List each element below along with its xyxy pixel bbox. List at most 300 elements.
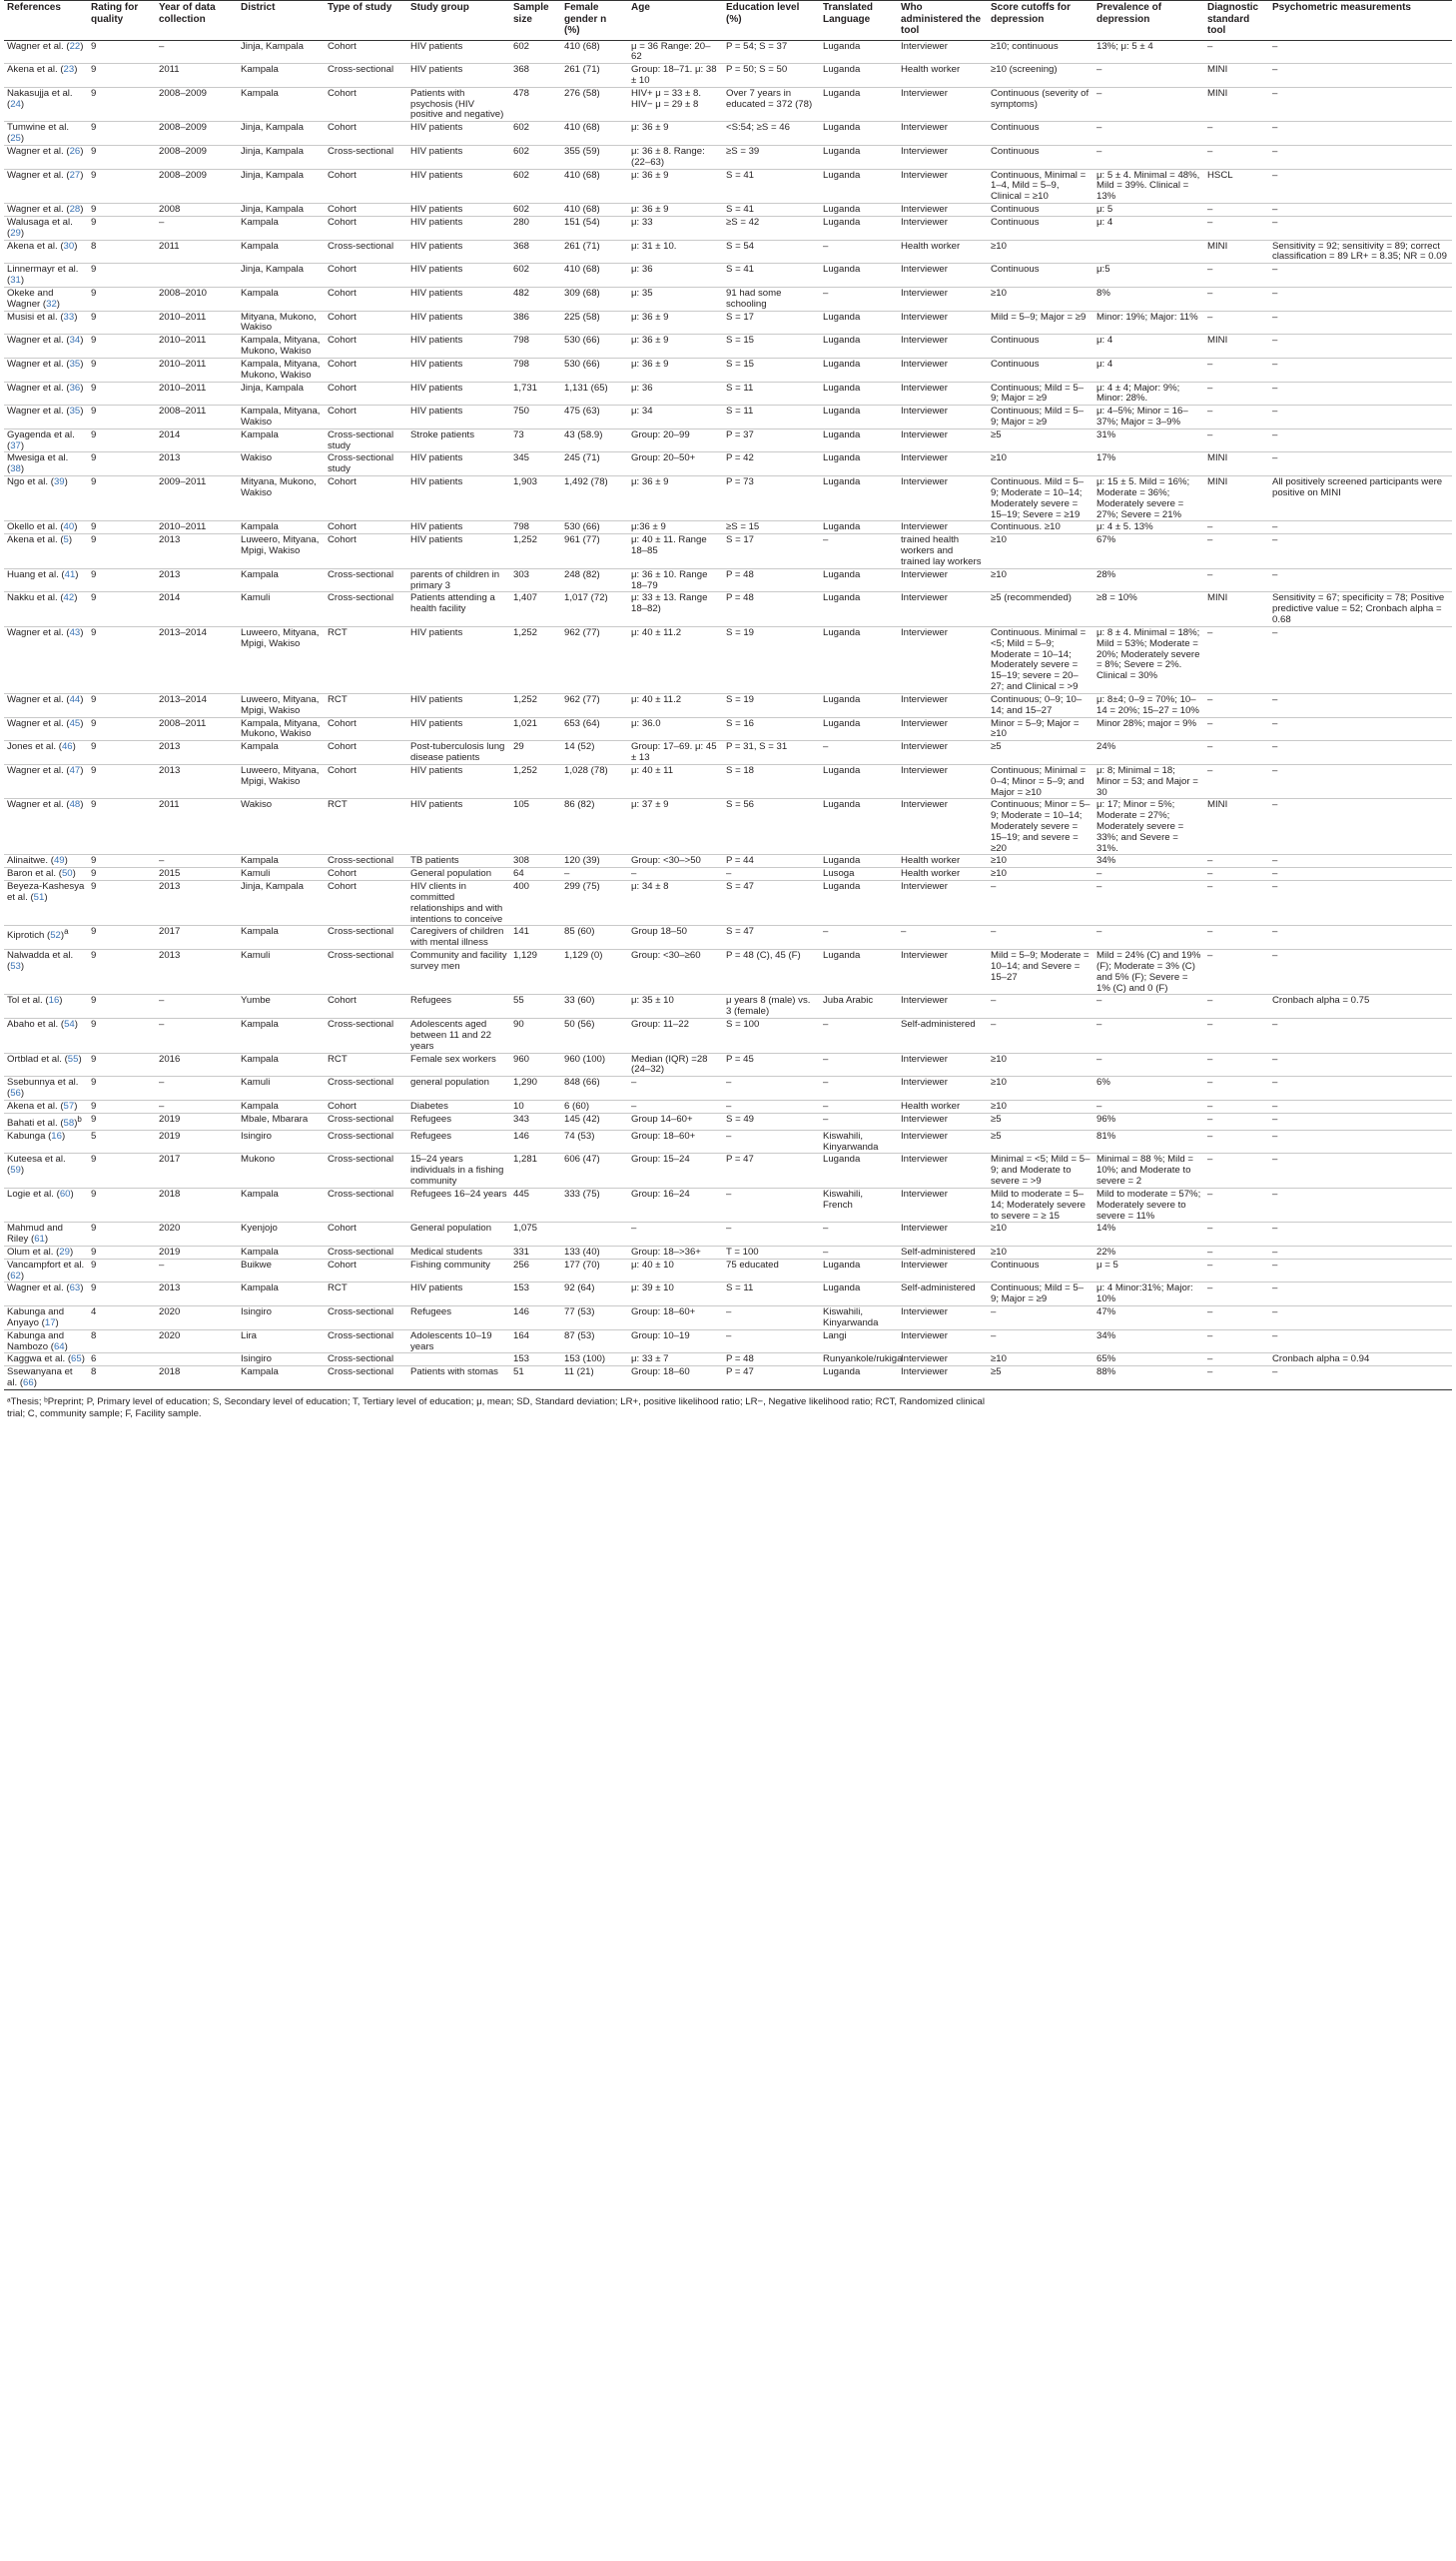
table-cell: μ: 35 xyxy=(628,287,723,311)
table-cell: S = 11 xyxy=(723,406,820,429)
table-cell: μ = 5 xyxy=(1093,1259,1204,1282)
table-cell xyxy=(156,264,238,288)
table-cell: 345 xyxy=(510,452,561,476)
table-cell: 73 xyxy=(510,428,561,452)
table-cell: 1,731 xyxy=(510,382,561,406)
reference-link[interactable]: 27 xyxy=(69,169,81,181)
reference-link[interactable]: 38 xyxy=(10,463,21,475)
table-cell: 1,252 xyxy=(510,693,561,717)
table-cell: ≥8 = 10% xyxy=(1093,592,1204,626)
reference-cell: Ssebunnya et al. (56) xyxy=(4,1077,88,1101)
table-cell: 164 xyxy=(510,1329,561,1353)
table-cell: μ: 37 ± 9 xyxy=(628,799,723,855)
reference-link[interactable]: 43 xyxy=(69,626,81,638)
reference-link[interactable]: 22 xyxy=(69,40,81,52)
table-cell: – xyxy=(1269,335,1452,359)
reference-link[interactable]: 57 xyxy=(63,1100,75,1112)
reference-link[interactable]: 61 xyxy=(34,1234,45,1246)
reference-link[interactable]: 39 xyxy=(53,476,65,488)
table-cell: 8% xyxy=(1093,287,1204,311)
table-cell: – xyxy=(723,868,820,881)
table-cell: – xyxy=(820,741,898,765)
table-cell: S = 100 xyxy=(723,1019,820,1053)
table-cell: P = 47 xyxy=(723,1366,820,1390)
reference-cell: Akena et al. (23) xyxy=(4,64,88,88)
table-cell: 146 xyxy=(510,1130,561,1154)
table-row xyxy=(4,592,1452,626)
table-cell: 153 xyxy=(510,1282,561,1306)
reference-link[interactable]: 30 xyxy=(63,240,75,252)
table-cell: 9 xyxy=(88,717,156,741)
reference-author: Akena et al. xyxy=(7,240,61,252)
column-header: Education level (%) xyxy=(723,1,820,41)
reference-link[interactable]: 42 xyxy=(63,592,75,604)
table-cell: 2008–2009 xyxy=(156,122,238,146)
table-cell: HIV patients xyxy=(407,799,510,855)
table-cell: 133 (40) xyxy=(561,1246,628,1259)
table-cell: HIV patients xyxy=(407,169,510,203)
table-cell: 256 xyxy=(510,1259,561,1282)
reference-link[interactable]: 31 xyxy=(10,275,21,287)
table-cell: – xyxy=(1093,145,1204,169)
table-cell: – xyxy=(1269,521,1452,534)
reference-link[interactable]: 46 xyxy=(61,741,73,753)
table-cell: 9 xyxy=(88,264,156,288)
table-cell: Post-tuberculosis lung disease patients xyxy=(407,741,510,765)
reference-link[interactable]: 62 xyxy=(10,1270,21,1281)
reference-link[interactable]: 37 xyxy=(10,439,21,451)
table-cell: HIV patients xyxy=(407,264,510,288)
reference-cell: Wagner et al. (35) xyxy=(4,358,88,382)
table-cell: – xyxy=(723,1306,820,1330)
table-cell: Interviewer xyxy=(898,764,988,798)
reference-author: Wagner et al. xyxy=(7,40,67,52)
reference-author: Akena et al. xyxy=(7,1100,61,1112)
reference-author: Wagner et al. xyxy=(7,335,67,347)
table-cell: – xyxy=(1269,1188,1452,1222)
reference-link[interactable]: 59 xyxy=(10,1165,21,1177)
table-cell: 960 xyxy=(510,1053,561,1077)
table-cell: 8 xyxy=(88,1366,156,1390)
table-row xyxy=(4,382,1452,406)
reference-link[interactable]: 48 xyxy=(69,799,81,811)
reference-link[interactable]: 66 xyxy=(23,1377,34,1389)
table-cell: – xyxy=(1269,1329,1452,1353)
table-cell: Luganda xyxy=(820,521,898,534)
reference-author: Nakasujja et al. xyxy=(7,87,73,99)
table-cell: Cronbach alpha = 0.94 xyxy=(1269,1353,1452,1366)
table-cell: 2013 xyxy=(156,881,238,926)
table-cell: Wakiso xyxy=(238,452,325,476)
reference-link[interactable]: 47 xyxy=(69,764,81,776)
table-cell: P = 31, S = 31 xyxy=(723,741,820,765)
reference-link[interactable]: 35 xyxy=(69,406,81,418)
table-cell: 67% xyxy=(1093,534,1204,568)
table-cell: Cohort xyxy=(325,311,407,335)
table-cell: P = 54; S = 37 xyxy=(723,40,820,64)
table-row xyxy=(4,169,1452,203)
table-row xyxy=(4,881,1452,926)
table-cell: μ: 33 ± 13. Range 18–82) xyxy=(628,592,723,626)
table-cell: – xyxy=(1269,717,1452,741)
table-cell: MINI xyxy=(1204,799,1269,855)
table-cell: trained health workers and trained lay workers xyxy=(898,534,988,568)
table-cell: 15–24 years individuals in a fishing community xyxy=(407,1154,510,1188)
table-cell: 2008–2009 xyxy=(156,145,238,169)
table-row xyxy=(4,406,1452,429)
reference-link[interactable]: 45 xyxy=(69,717,81,729)
table-cell: 1,028 (78) xyxy=(561,764,628,798)
table-cell: 34% xyxy=(1093,1329,1204,1353)
table-cell: – xyxy=(988,1306,1093,1330)
table-cell: 445 xyxy=(510,1188,561,1222)
table-cell: – xyxy=(1204,1246,1269,1259)
reference-author: Kabunga xyxy=(7,1130,49,1142)
table-cell: 86 (82) xyxy=(561,799,628,855)
table-cell: Interviewer xyxy=(898,287,988,311)
table-cell: 1,017 (72) xyxy=(561,592,628,626)
table-cell: Wakiso xyxy=(238,799,325,855)
reference-link[interactable]: 17 xyxy=(44,1316,56,1328)
table-cell: 2019 xyxy=(156,1113,238,1130)
reference-cell: Tol et al. (16) xyxy=(4,995,88,1019)
table-cell: Luganda xyxy=(820,87,898,121)
table-cell: 22% xyxy=(1093,1246,1204,1259)
table-cell: – xyxy=(1204,428,1269,452)
table-cell: Stroke patients xyxy=(407,428,510,452)
table-cell: Kampala xyxy=(238,287,325,311)
table-cell: μ: 8; Minimal = 18; Minor = 53; and Major = 30 xyxy=(1093,764,1204,798)
table-cell: Cohort xyxy=(325,717,407,741)
reference-cell: Olum et al. (29) xyxy=(4,1246,88,1259)
table-cell: Luganda xyxy=(820,764,898,798)
table-cell: Patients with psychosis (HIV positive and negative) xyxy=(407,87,510,121)
table-cell: – xyxy=(1204,855,1269,868)
table-cell: – xyxy=(1204,568,1269,592)
table-cell: Interviewer xyxy=(898,995,988,1019)
table-cell: Minor: 19%; Major: 11% xyxy=(1093,311,1204,335)
table-cell: – xyxy=(1269,855,1452,868)
table-cell: Luganda xyxy=(820,1366,898,1390)
reference-cell: Jones et al. (46) xyxy=(4,741,88,765)
table-cell: ≥5 xyxy=(988,1366,1093,1390)
reference-link[interactable]: 53 xyxy=(10,960,21,972)
reference-author: Mwesiga et al. xyxy=(7,452,69,464)
table-cell: 9 xyxy=(88,1053,156,1077)
table-cell: 43 (58.9) xyxy=(561,428,628,452)
table-cell: 2014 xyxy=(156,592,238,626)
table-cell: 602 xyxy=(510,145,561,169)
table-cell: Minor = 5–9; Major = ≥10 xyxy=(988,717,1093,741)
table-cell: 11 (21) xyxy=(561,1366,628,1390)
table-cell: Jinja, Kampala xyxy=(238,122,325,146)
reference-link[interactable]: 16 xyxy=(48,995,60,1007)
table-cell: – xyxy=(1269,950,1452,995)
table-cell: P = 50; S = 50 xyxy=(723,64,820,88)
reference-link[interactable]: 55 xyxy=(67,1053,79,1065)
table-cell: Adolescents 10–19 years xyxy=(407,1329,510,1353)
reference-link[interactable]: 51 xyxy=(33,891,45,903)
table-cell: 9 xyxy=(88,534,156,568)
reference-cell: Kiprotich $(52)^a$ xyxy=(4,926,88,950)
table-cell: HIV patients xyxy=(407,311,510,335)
table-cell: – xyxy=(628,1100,723,1113)
table-cell: 9 xyxy=(88,287,156,311)
table-cell: Self-administered xyxy=(898,1019,988,1053)
reference-link[interactable]: 44 xyxy=(69,693,81,705)
table-cell: Luganda xyxy=(820,1259,898,1282)
table-cell: Luweero, Mityana, Mpigi, Wakiso xyxy=(238,626,325,693)
table-cell: ≥10 (screening) xyxy=(988,64,1093,88)
table-row xyxy=(4,926,1452,950)
table-row xyxy=(4,145,1452,169)
table-cell: Luganda xyxy=(820,452,898,476)
table-cell: 74 (53) xyxy=(561,1130,628,1154)
table-cell: Interviewer xyxy=(898,145,988,169)
table-cell: – xyxy=(1204,1353,1269,1366)
table-cell: Over 7 years in educated = 372 (78) xyxy=(723,87,820,121)
table-cell: – xyxy=(1269,1246,1452,1259)
table-cell: 9 xyxy=(88,693,156,717)
reference-link[interactable]: 60 xyxy=(59,1188,71,1200)
reference-author: Akena et al. xyxy=(7,64,61,76)
reference-cell: Wagner et al. (47) xyxy=(4,764,88,798)
table-cell: Sensitivity = 92; sensitivity = 89; correct classification = 89 LR+ = 8.35; NR = 0.09 xyxy=(1269,240,1452,264)
table-cell: MINI xyxy=(1204,87,1269,121)
table-cell: Interviewer xyxy=(898,626,988,693)
table-cell: Luganda xyxy=(820,881,898,926)
table-cell: 368 xyxy=(510,64,561,88)
table-cell: P = 42 xyxy=(723,452,820,476)
table-cell: ≥5 xyxy=(988,428,1093,452)
table-row xyxy=(4,693,1452,717)
table-cell: – xyxy=(1269,428,1452,452)
table-cell: Interviewer xyxy=(898,40,988,64)
table-cell: 2018 xyxy=(156,1188,238,1222)
reference-link[interactable]: 25 xyxy=(10,133,21,145)
reference-link[interactable]: 29 xyxy=(10,227,21,239)
table-cell: – xyxy=(1269,311,1452,335)
table-cell: Interviewer xyxy=(898,358,988,382)
reference-author: Wagner et al. xyxy=(7,204,67,216)
table-cell: 9 xyxy=(88,145,156,169)
reference-link[interactable]: 23 xyxy=(63,64,75,76)
table-cell: P = 73 xyxy=(723,476,820,521)
table-cell: 961 (77) xyxy=(561,534,628,568)
table-cell: 5 xyxy=(88,1130,156,1154)
table-cell: μ: 36 ± 8. Range: (22–63) xyxy=(628,145,723,169)
table-cell: Group: 18–71. μ: 38 ± 10 xyxy=(628,64,723,88)
table-cell: – xyxy=(988,1019,1093,1053)
table-cell: – xyxy=(723,1130,820,1154)
table-cell: μ years 8 (male) vs. 3 (female) xyxy=(723,995,820,1019)
reference-cell: Alinaitwe. (49) xyxy=(4,855,88,868)
reference-link[interactable]: 34 xyxy=(69,335,81,347)
table-cell: 2014 xyxy=(156,428,238,452)
reference-link[interactable]: 40 xyxy=(63,521,75,533)
reference-link[interactable]: 49 xyxy=(53,855,65,867)
table-cell: 9 xyxy=(88,868,156,881)
table-cell: Kampala xyxy=(238,64,325,88)
table-cell: Continuous xyxy=(988,335,1093,359)
reference-link[interactable]: 32 xyxy=(46,298,57,310)
reference-link[interactable]: 35 xyxy=(69,358,81,370)
table-cell: – xyxy=(1204,1188,1269,1222)
table-cell: Interviewer xyxy=(898,87,988,121)
table-cell: S = 15 xyxy=(723,358,820,382)
table-cell: Luganda xyxy=(820,311,898,335)
table-cell: – xyxy=(1204,122,1269,146)
table-cell: 2010–2011 xyxy=(156,311,238,335)
table-cell: 331 xyxy=(510,1246,561,1259)
column-header: Year of data collection xyxy=(156,1,238,41)
table-cell: 75 educated xyxy=(723,1259,820,1282)
table-cell: Interviewer xyxy=(898,1366,988,1390)
table-cell: Langi xyxy=(820,1329,898,1353)
table-cell: Cohort xyxy=(325,521,407,534)
column-header: Score cutoffs for depression xyxy=(988,1,1093,41)
reference-link[interactable]: 56 xyxy=(10,1088,21,1100)
table-cell: HIV patients xyxy=(407,1282,510,1306)
table-cell: Cross-sectional xyxy=(325,1077,407,1101)
table-cell: Health worker xyxy=(898,868,988,881)
table-cell: 50 (56) xyxy=(561,1019,628,1053)
table-cell: Luweero, Mityana, Mpigi, Wakiso xyxy=(238,534,325,568)
table-cell: 2016 xyxy=(156,1053,238,1077)
reference-link[interactable]: 28 xyxy=(69,204,81,216)
table-cell: Kampala, Mityana, Mukono, Wakiso xyxy=(238,717,325,741)
table-cell: – xyxy=(1204,1077,1269,1101)
table-cell: Cohort xyxy=(325,358,407,382)
table-cell: – xyxy=(1269,287,1452,311)
table-cell: Cronbach alpha = 0.75 xyxy=(1269,995,1452,1019)
table-cell: Jinja, Kampala xyxy=(238,382,325,406)
table-cell: 1,903 xyxy=(510,476,561,521)
table-cell: 478 xyxy=(510,87,561,121)
reference-cell: Kabunga (16) xyxy=(4,1130,88,1154)
table-cell: 96% xyxy=(1093,1113,1204,1130)
table-cell: 2013 xyxy=(156,1282,238,1306)
table-cell: – xyxy=(1269,204,1452,217)
reference-link[interactable]: 29 xyxy=(59,1246,70,1258)
column-header: Sample size xyxy=(510,1,561,41)
reference-link[interactable]: 65 xyxy=(71,1353,82,1365)
table-cell: 9 xyxy=(88,64,156,88)
reference-author: Bahati et al. xyxy=(7,1117,61,1129)
table-cell: Cohort xyxy=(325,216,407,240)
reference-link[interactable]: 52 xyxy=(50,930,61,942)
reference-link[interactable]: 64 xyxy=(53,1340,65,1352)
table-cell: Interviewer xyxy=(898,122,988,146)
table-cell: Kampala xyxy=(238,568,325,592)
reference-link[interactable]: 58 xyxy=(63,1117,75,1129)
table-cell: – xyxy=(820,1019,898,1053)
table-cell: ≥10 xyxy=(988,1077,1093,1101)
reference-link[interactable]: 54 xyxy=(64,1019,75,1031)
table-cell: Group: <30–>50 xyxy=(628,855,723,868)
reference-cell: Nakku et al. (42) xyxy=(4,592,88,626)
table-cell: Kamuli xyxy=(238,950,325,995)
reference-link[interactable]: 5 xyxy=(63,534,69,546)
reference-author: Wagner et al. xyxy=(7,406,67,418)
table-cell: Continuous. Mild = 5–9; Moderate = 10–14; Moderately severe = 15–19; Severe = ≥19 xyxy=(988,476,1093,521)
column-header: Type of study xyxy=(325,1,407,41)
table-cell: Fishing community xyxy=(407,1259,510,1282)
column-header: Rating for quality xyxy=(88,1,156,41)
reference-author: Abaho et al. xyxy=(7,1019,61,1031)
header-row xyxy=(4,1,1452,41)
table-cell: Kampala xyxy=(238,1188,325,1222)
table-cell: Luweero, Mityana, Mpigi, Wakiso xyxy=(238,693,325,717)
table-footnote xyxy=(4,1390,1452,1420)
table-cell: – xyxy=(1269,568,1452,592)
table-cell: – xyxy=(156,1019,238,1053)
reference-link[interactable]: 63 xyxy=(69,1282,81,1294)
table-cell: – xyxy=(1204,1113,1269,1130)
table-cell: Cross-sectional xyxy=(325,1113,407,1130)
table-cell: Interviewer xyxy=(898,521,988,534)
table-cell: 2011 xyxy=(156,240,238,264)
reference-cell: Musisi et al. (33) xyxy=(4,311,88,335)
reference-cell: Nakasujja et al. (24) xyxy=(4,87,88,121)
table-cell: μ: 8±4; 0–9 = 70%; 10–14 = 20%; 15–27 = 10% xyxy=(1093,693,1204,717)
table-cell: μ = 36 Range: 20–62 xyxy=(628,40,723,64)
table-cell: Cross-sectional xyxy=(325,1366,407,1390)
reference-link[interactable]: 24 xyxy=(10,98,21,110)
table-cell: S = 11 xyxy=(723,382,820,406)
table-cell: Mbale, Mbarara xyxy=(238,1113,325,1130)
table-cell: 90 xyxy=(510,1019,561,1053)
table-cell: 6% xyxy=(1093,1077,1204,1101)
reference-link[interactable]: 50 xyxy=(61,868,73,880)
table-cell: S = 15 xyxy=(723,335,820,359)
reference-link[interactable]: 33 xyxy=(63,311,75,323)
table-cell: – xyxy=(1269,452,1452,476)
table-cell: Jinja, Kampala xyxy=(238,40,325,64)
table-cell: – xyxy=(723,1188,820,1222)
table-cell: Luganda xyxy=(820,626,898,693)
table-cell: – xyxy=(1204,764,1269,798)
column-header: References xyxy=(4,1,88,41)
table-cell: Runyankole/rukiga xyxy=(820,1353,898,1366)
reference-link[interactable]: 16 xyxy=(51,1130,62,1142)
table-cell: – xyxy=(1204,406,1269,429)
table-cell: 88% xyxy=(1093,1366,1204,1390)
table-cell: Continuous xyxy=(988,216,1093,240)
table-cell: 28% xyxy=(1093,568,1204,592)
table-row xyxy=(4,1188,1452,1222)
table-cell: 2017 xyxy=(156,1154,238,1188)
table-cell: HIV patients xyxy=(407,216,510,240)
table-cell: Interviewer xyxy=(898,1223,988,1247)
table-cell: μ: 8 ± 4. Minimal = 18%; Mild = 53%; Moderate = 20%; Moderately severe = 8%; Severe = 2%. Clinical = 30% xyxy=(1093,626,1204,693)
reference-cell: Wagner et al. (26) xyxy=(4,145,88,169)
table-cell: ≥10 xyxy=(988,568,1093,592)
table-cell: Kampala xyxy=(238,428,325,452)
table-row xyxy=(4,1259,1452,1282)
table-cell: – xyxy=(1269,1100,1452,1113)
reference-author: Vancampfort et al. xyxy=(7,1259,85,1271)
reference-link[interactable]: 36 xyxy=(69,382,81,394)
reference-link[interactable]: 41 xyxy=(64,568,76,580)
table-cell: Interviewer xyxy=(898,881,988,926)
table-cell: – xyxy=(1093,868,1204,881)
table-cell: – xyxy=(723,1100,820,1113)
table-cell: – xyxy=(820,1113,898,1130)
reference-link[interactable]: 26 xyxy=(69,145,81,157)
column-header: Female gender n (%) xyxy=(561,1,628,41)
table-row xyxy=(4,40,1452,64)
